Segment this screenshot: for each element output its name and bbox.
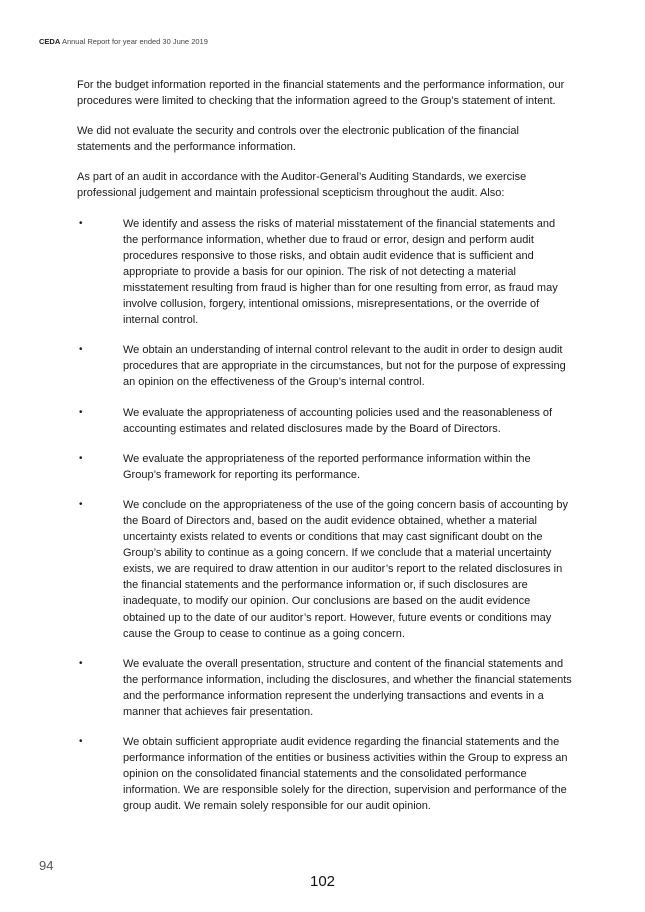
list-item-text: We evaluate the appropriateness of the reported performance information within the Group’s framework for reporting its performance.	[123, 452, 531, 481]
list-item-text: We evaluate the overall presentation, structure and content of the financial statements and the performance information, including the disclosures, and whether the financial statements and the performance information represent the underlying transactions and events in a manner that achieves fair presentation.	[123, 657, 572, 718]
list-item	[77, 451, 572, 483]
list-item-text: We conclude on the appropriateness of the use of the going concern basis of accounting by the Board of Directors and, based on the audit evidence obtained, whether a material uncertainty exists related to events or conditions that may cast significant doubt on the Group’s ability to continue as a going concern. If we conclude that a material uncertainty exists, we are required to draw attention in our auditor’s report to the related disclosures in the financial statements and the performance information or, if such disclosures are inadequate, to modify our opinion. Our conclusions are based on the audit evidence obtained up to the date of our auditor’s report. However, future events or conditions may cause the Group to cease to continue as a going concern.	[123, 498, 568, 640]
page-number-report: 94	[39, 858, 54, 873]
document-body	[77, 77, 572, 829]
bullet-icon: •	[79, 736, 83, 748]
list-item	[77, 342, 572, 390]
list-item	[77, 497, 572, 642]
list-item	[77, 405, 572, 437]
org-name: CEDA	[39, 37, 61, 46]
list-item-text: We evaluate the appropriateness of accounting policies used and the reasonableness of accounting estimates and related disclosures made by the Board of Directors.	[123, 406, 553, 435]
paragraph-electronic-publication: We did not evaluate the security and controls over the electronic publication of the financial statements and the performance information.	[77, 125, 519, 154]
bullet-icon: •	[79, 452, 83, 464]
list-item-text: We obtain an understanding of internal control relevant to the audit in order to design audit procedures that are appropriate in the circumstances, but not for the purpose of expressing an opinion on the effectiveness of the Group’s internal control.	[123, 344, 566, 389]
running-header	[39, 37, 208, 46]
bullet-icon: •	[79, 344, 83, 356]
paragraph-budget-information: For the budget information reported in the financial statements and the performance information, our procedures were limited to checking that the information agreed to the Group’s statement of intent.	[77, 79, 565, 108]
audit-procedures-list	[77, 216, 572, 815]
bullet-icon: •	[79, 498, 83, 510]
list-item-text: We identify and assess the risks of material misstatement of the financial statements and the performance information, whether due to fraud or error, design and perform audit procedures responsive to those risks, and obtain audit evidence that is sufficient and appropriate to provide a basis for our opinion. The risk of not detecting a material misstatement resulting from fraud is higher than for one resulting from error, as fraud may involve collusion, forgery, intentional omissions, misrepresentations, or the override of internal control.	[123, 217, 558, 327]
bullet-icon: •	[79, 406, 83, 418]
bullet-icon: •	[79, 657, 83, 669]
report-subtitle: Annual Report for year ended 30 June 2019	[61, 37, 208, 46]
page-number-document: 102	[309, 873, 336, 890]
paragraph-audit-standards: As part of an audit in accordance with the Auditor-General’s Auditing Standards, we exercise professional judgement and maintain professional scepticism throughout the audit. Also:	[77, 171, 527, 200]
list-item	[77, 734, 572, 814]
list-item	[77, 216, 572, 329]
bullet-icon: •	[79, 217, 83, 229]
list-item	[77, 656, 572, 720]
list-item-text: We obtain sufficient appropriate audit evidence regarding the financial statements and the performance information of the entities or business activities within the Group to express an opinion on the consolidated financial statements and the consolidated performance information. We are responsible solely for the direction, supervision and performance of the group audit. We remain solely responsible for our audit opinion.	[123, 736, 568, 813]
